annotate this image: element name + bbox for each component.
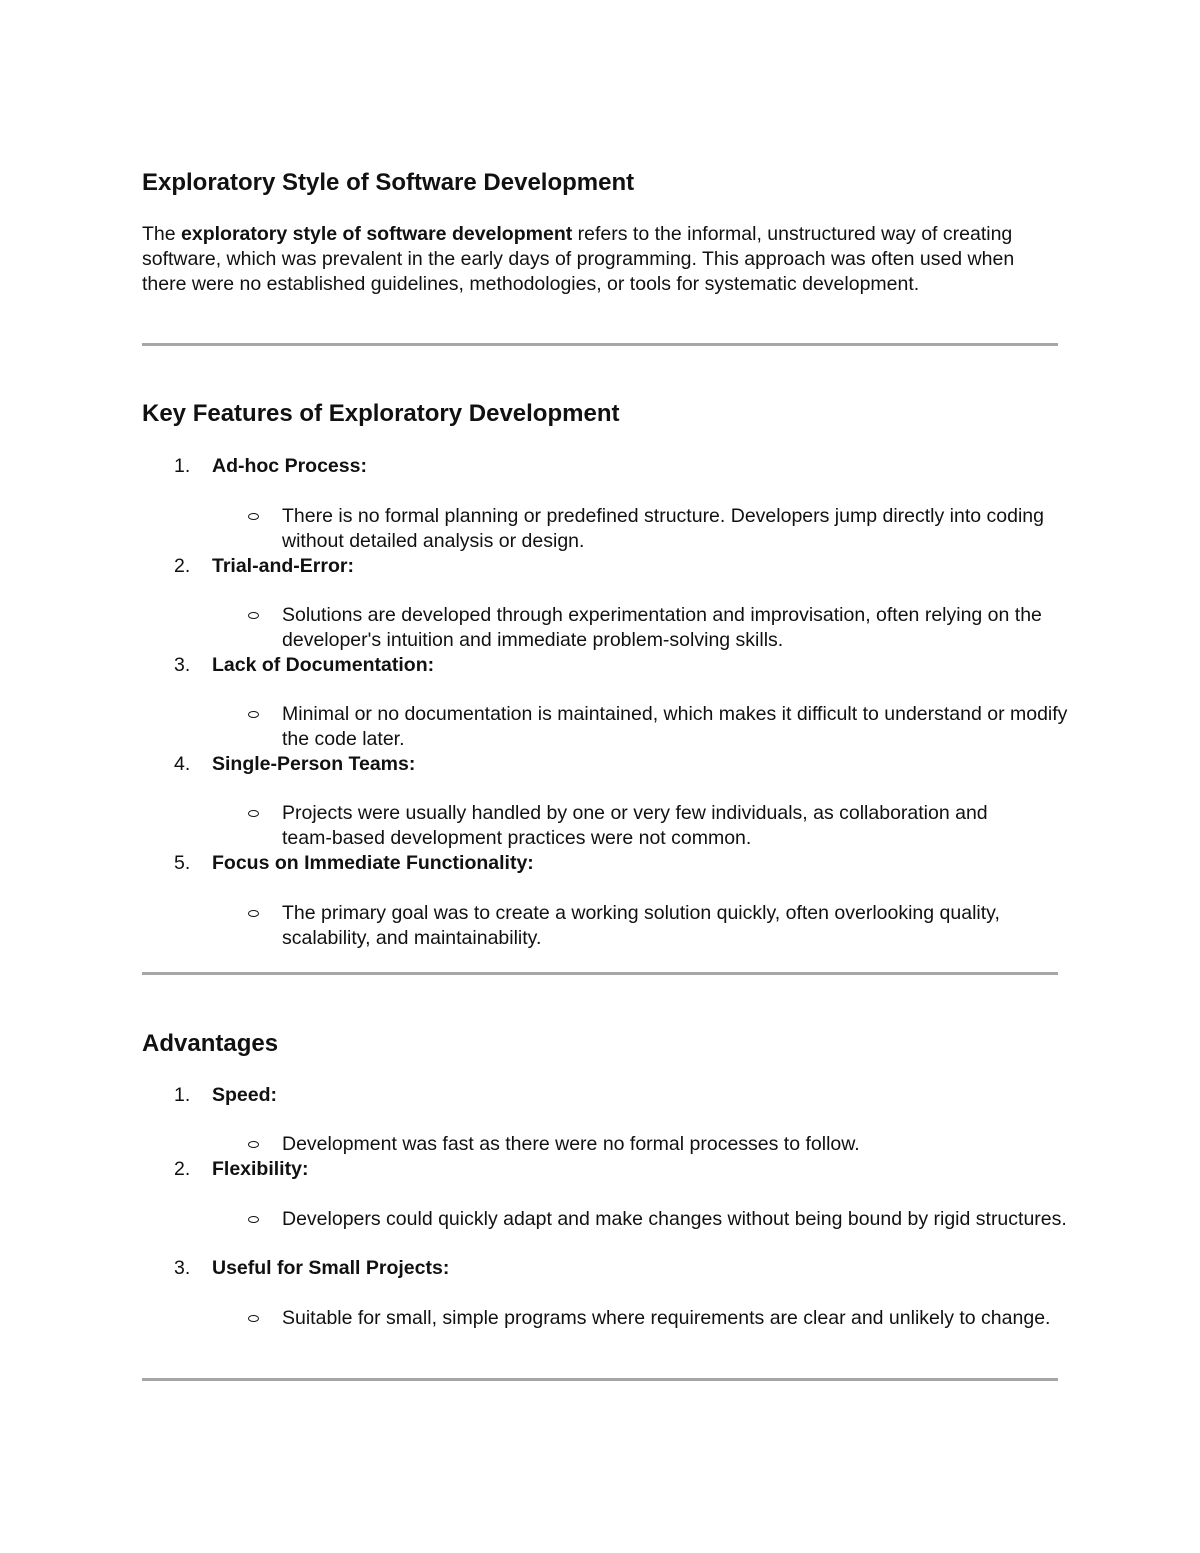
section-title-advantages: Advantages	[142, 1030, 279, 1057]
list-item-title: Speed:	[212, 1084, 278, 1106]
circle-bullet-icon	[248, 810, 259, 817]
list-item-title: Ad-hoc Process:	[212, 455, 367, 477]
circle-bullet-icon	[248, 1216, 259, 1223]
list-item-desc: Development was fast as there were no formal processes to follow.	[282, 1133, 860, 1155]
list-item-title: Single-Person Teams:	[212, 753, 416, 775]
list-item-desc: Minimal or no documentation is maintained, which makes it difficult to understand or modify the code later.	[282, 703, 1068, 750]
divider	[142, 1378, 1058, 1381]
list-number: 4.	[174, 753, 191, 775]
list-item-desc: Projects were usually handled by one or very few individuals, as collaboration and team-based development practices were not common.	[282, 802, 988, 849]
divider	[142, 972, 1058, 975]
list-item-desc: Suitable for small, simple programs where requirements are clear and unlikely to change.	[282, 1307, 1051, 1329]
list-item-desc: There is no formal planning or predefined structure. Developers jump directly into coding without detailed analysis or design.	[282, 505, 1044, 552]
circle-bullet-icon	[248, 910, 259, 917]
intro-prefix: The	[142, 223, 182, 245]
intro-rest: refers to the informal, unstructured way of creating software, which was prevalent in the early days of programming. This approach was often used when there were no established guidelines, methodologies, or tools for systematic development.	[142, 223, 1015, 295]
list-item-desc: Solutions are developed through experimentation and improvisation, often relying on the developer's intuition and immediate problem-solving skills.	[282, 604, 1042, 651]
list-item-title: Useful for Small Projects:	[212, 1257, 450, 1279]
circle-bullet-icon	[248, 513, 259, 520]
section-title-features: Key Features of Exploratory Development	[142, 400, 620, 427]
list-item-title: Flexibility:	[212, 1158, 309, 1180]
list-number: 3.	[174, 1257, 191, 1279]
list-number: 3.	[174, 654, 191, 676]
list-number: 2.	[174, 1158, 191, 1180]
list-item-desc: Developers could quickly adapt and make changes without being bound by rigid structures.	[282, 1208, 1067, 1230]
list-item-title: Focus on Immediate Functionality:	[212, 852, 534, 874]
list-item-title: Trial-and-Error:	[212, 555, 354, 577]
divider	[142, 343, 1058, 346]
circle-bullet-icon	[248, 612, 259, 619]
circle-bullet-icon	[248, 1315, 259, 1322]
section-title-intro: Exploratory Style of Software Development	[142, 169, 635, 196]
circle-bullet-icon	[248, 711, 259, 718]
list-item-title: Lack of Documentation:	[212, 654, 435, 676]
list-number: 2.	[174, 555, 191, 577]
list-number: 1.	[174, 1084, 191, 1106]
list-number: 5.	[174, 852, 191, 874]
list-number: 1.	[174, 455, 191, 477]
list-item-desc: The primary goal was to create a working solution quickly, often overlooking quality, scalability, and maintainability.	[282, 902, 1000, 949]
intro-bold-term: exploratory style of software development	[181, 223, 573, 245]
intro-paragraph	[142, 222, 1057, 297]
circle-bullet-icon	[248, 1141, 259, 1148]
